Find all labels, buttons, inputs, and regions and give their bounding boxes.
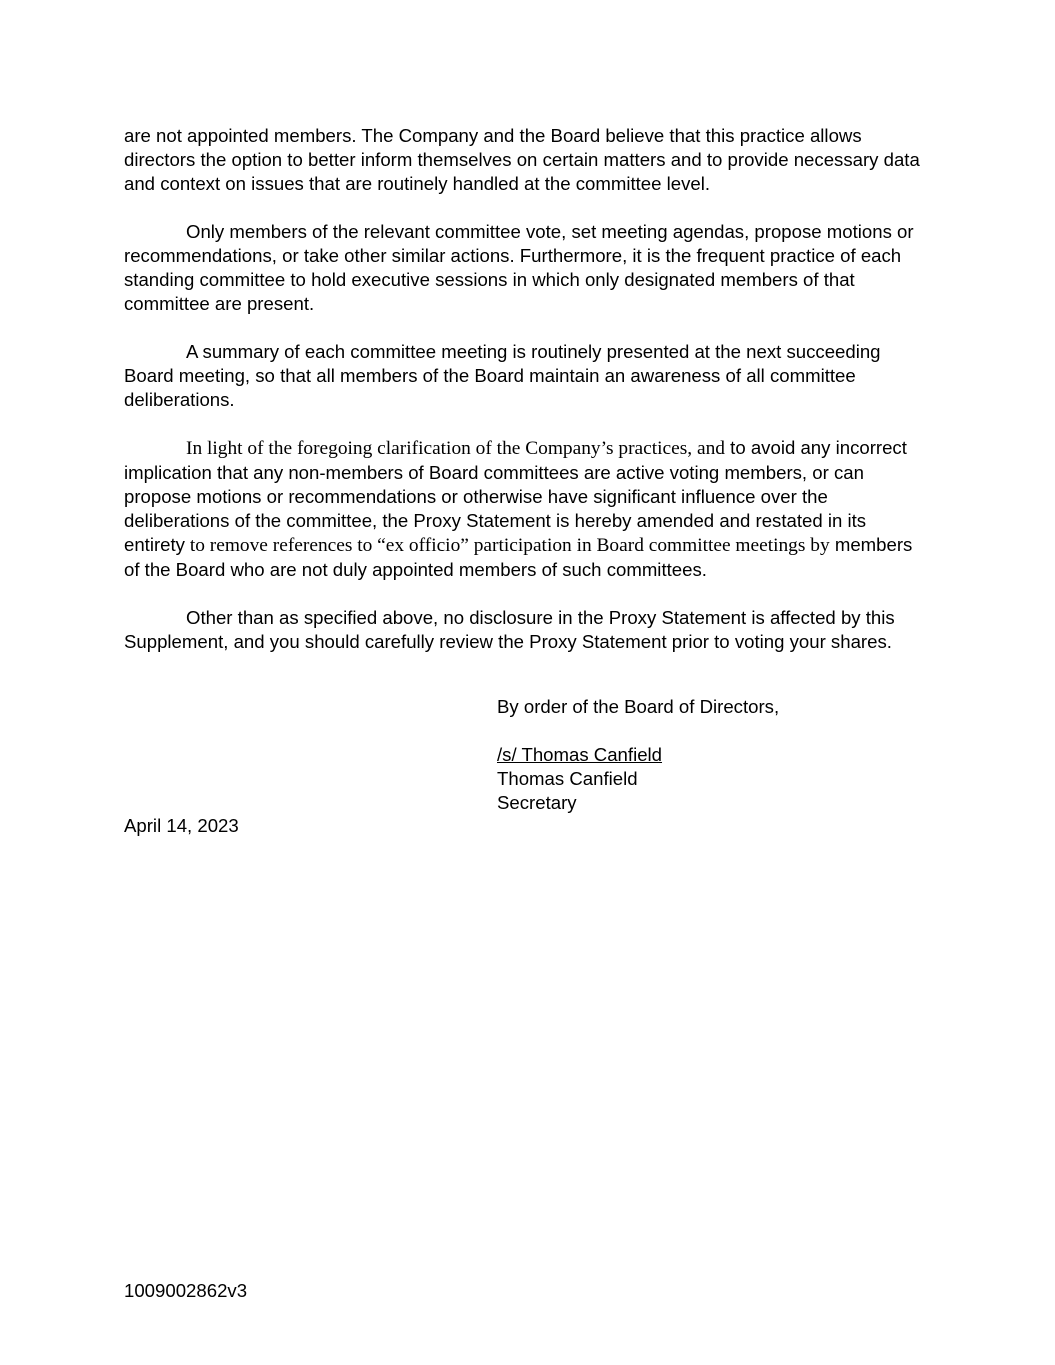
paragraph-amendment-part-1: In light of the foregoing clarification of the Company’s practices, and — [186, 438, 725, 459]
closing-block — [497, 695, 977, 815]
document-id: 1009002862v3 — [124, 1280, 248, 1301]
paragraph-amendment-part-3: to remove references to “ex officio” participation in Board committee meetings by — [184, 535, 830, 556]
paragraph-committee-summary: A summary of each committee meeting is routinely presented at the next succeeding Board meeting, so that all members of the Board maintain an awareness of all committee deliberations. — [124, 341, 881, 410]
document-body — [124, 124, 924, 678]
closing-salutation: By order of the Board of Directors, — [497, 696, 780, 717]
paragraph-committee-members: Only members of the relevant committee vote, set meeting agendas, propose motions or recommendations, or take other similar actions. Furthermore, it is the frequent practice of each standing committee to hold executive sessions in which only designated members of that committee are present. — [124, 221, 914, 314]
paragraph-amendment-part-4: members of the Board who are not duly appointed members of such committees. — [124, 534, 913, 580]
closing-spacer — [497, 719, 977, 743]
paragraph-continuation: are not appointed members. The Company and the Board believe that this practice allows directors the option to better inform themselves on certain matters and to provide necessary data and context on issues that are routinely handled at the committee level. — [124, 125, 920, 194]
signatory-title: Secretary — [497, 792, 577, 813]
paragraph-other-disclosure: Other than as specified above, no disclosure in the Proxy Statement is affected by this Supplement, and you should carefully review the Proxy Statement prior to voting your shares. — [124, 607, 895, 652]
paragraph-amendment-part-2: to avoid any incorrect implication that any non-members of Board committees are active voting members, or can propose motions or recommendations or otherwise have significant influence over the deliberations of the committee, the Proxy Statement is hereby amended and restated in its entirety — [124, 437, 907, 555]
paragraph-proxy-amendment — [124, 436, 924, 582]
document-date: April 14, 2023 — [124, 815, 239, 836]
signature-line: /s/ Thomas Canfield — [497, 744, 663, 765]
signatory-name: Thomas Canfield — [497, 768, 638, 789]
